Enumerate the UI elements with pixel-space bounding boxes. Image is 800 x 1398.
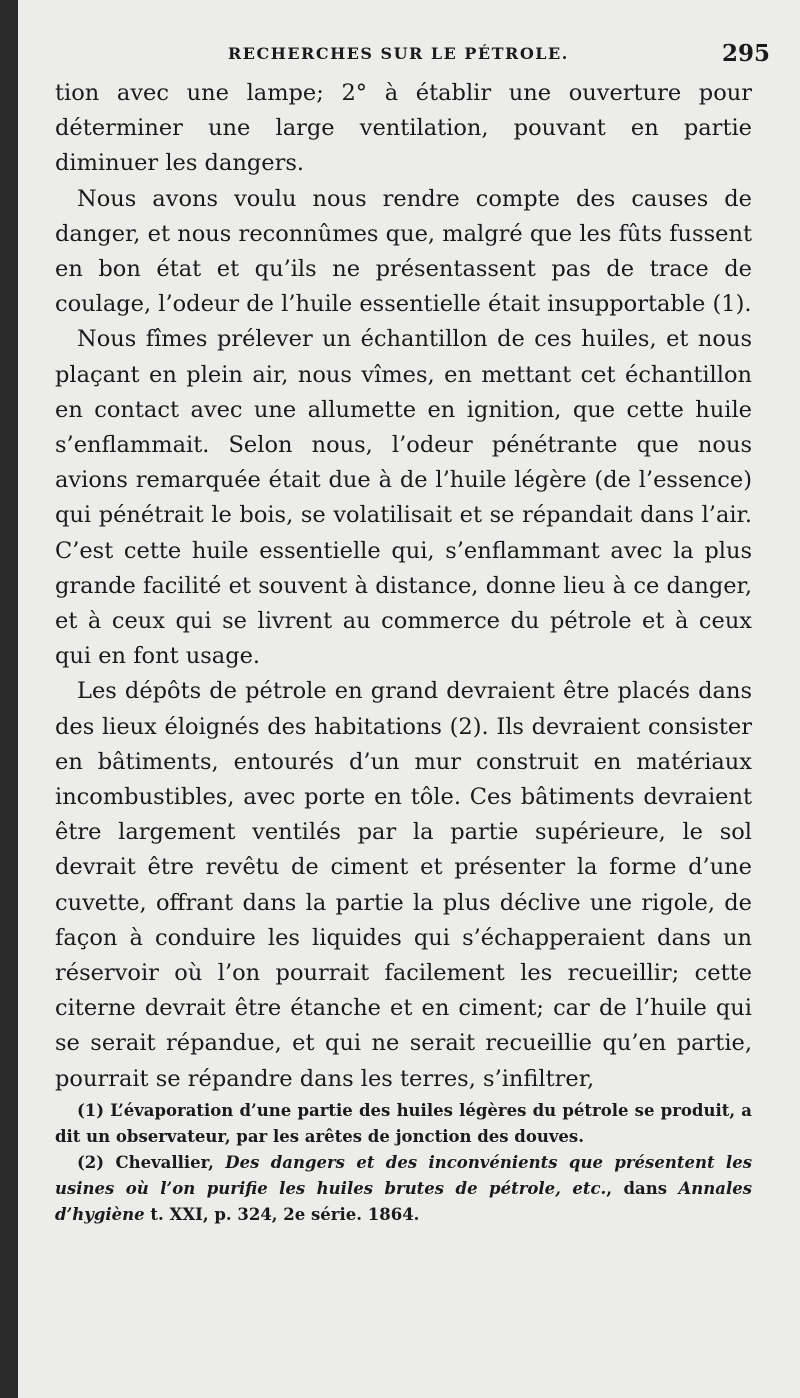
footnotes <box>55 1098 752 1228</box>
footnote-2-mid: , dans <box>606 1179 679 1198</box>
footnote-2 <box>55 1150 752 1228</box>
footnote-2-title: Des dangers et des inconvénients que présentent les usines où l’on purifie les huiles brutes de pétrole, etc. <box>55 1153 752 1198</box>
page-header <box>58 40 770 76</box>
paragraph: Les dépôts de pétrole en grand devraient être placés dans des lieux éloignés des habitations (2). Ils devraient consister en bâtiments, entourés d’un mur construit en matériaux incombustibles, avec porte en tôle. Ces bâtiments devraient être largement ventilés par la partie supérieure, le sol devrait être revêtu de ciment et présenter la forme d’une cuvette, offrant dans la partie la plus déclive une rigole, de façon à conduire les liquides qui s’échapperaient dans un réservoir où l’on pourrait facilement les recueillir; cette citerne devrait être étanche et en ciment; car de l’huile qui se serait répandue, et qui ne serait recueillie qu’en partie, pourrait se répandre dans les terres, s’infiltrer, <box>55 678 752 1092</box>
running-title: RECHERCHES SUR LE PÉTROLE. <box>228 44 569 63</box>
footnote-1: (1) L’évaporation d’une partie des huiles légères du pétrole se produit, a dit un observateur, par les arêtes de jonction des douves. <box>55 1101 752 1146</box>
paragraph: tion avec une lampe; 2° à établir une ouverture pour déterminer une large ventilation, pouvant en partie diminuer les dangers. <box>55 80 752 177</box>
footnote-2-author: (2) Chevallier, <box>77 1153 226 1172</box>
body-text <box>55 76 752 1097</box>
footnote-2-journal: Annales d’hygiène <box>55 1179 753 1224</box>
paragraph: Nous avons voulu nous rendre compte des causes de danger, et nous reconnûmes que, malgré que les fûts fussent en bon état et qu’ils ne présentassent pas de trace de coulage, l’odeur de l’huile essentielle était insupportable (1). <box>55 185 752 318</box>
page-number: 295 <box>721 40 770 67</box>
book-page <box>18 0 800 1398</box>
footnote-2-ref: t. XXI, p. 324, 2e série. 1864. <box>144 1205 420 1224</box>
paragraph: Nous fîmes prélever un échantillon de ces huiles, et nous plaçant en plein air, nous vîmes, en mettant cet échantillon en contact avec une allumette en ignition, que cette huile s’enflammait. Selon nous, l’odeur pénétrante que nous avions remarquée était due à de l’huile légère (de l’essence) qui pénétrait le bois, se volatilisait et se répandait dans l’air. C’est cette huile essentielle qui, s’enflammant avec la plus grande facilité et souvent à distance, donne lieu à ce danger, et à ceux qui se livrent au commerce du pétrole et à ceux qui en font usage. <box>55 326 752 670</box>
